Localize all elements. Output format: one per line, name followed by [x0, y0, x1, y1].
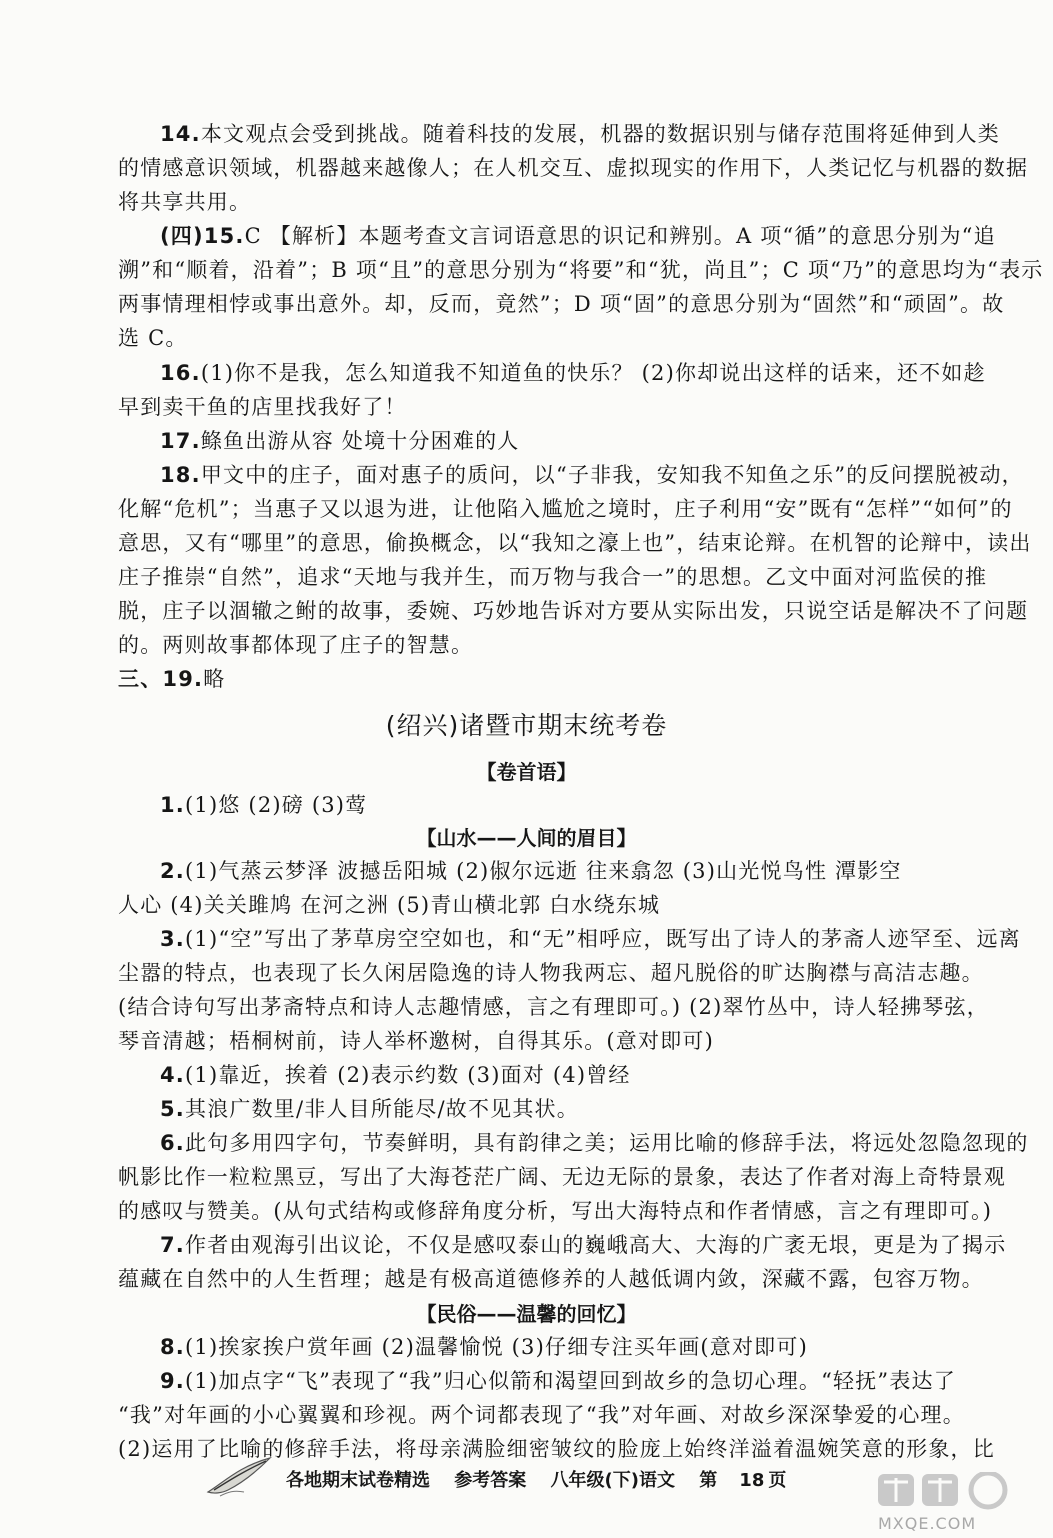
q15-line-3: 两事情理相悖或事出意外。却，反而，竟然”；D 项“固”的意思分别为“固然”和“顽固”。故 [118, 292, 1005, 316]
q3-line-3: (结合诗句写出茅斋特点和诗人志趣情感，言之有理即可。) (2)翠竹丛中，诗人轻拂琴弦， [118, 995, 989, 1019]
q15-line-1: (四)15.C 【解析】本题考查文言词语意思的识记和辨别。A 项“循”的意思分别为“追 [160, 224, 996, 248]
q17-number: 17. [160, 429, 201, 453]
q8-line-1: 8.(1)挨家挨户赏年画 (2)温馨愉悦 (3)仔细专注买年画(意对即可) [160, 1335, 808, 1359]
exam-title: (绍兴)诸暨市期末统考卷 [385, 711, 668, 740]
footer-series: 各地期末试卷精选 [286, 1470, 430, 1491]
q9-line-3: (2)运用了比喻的修辞手法，将母亲满脸细密皱纹的脸庞上始终洋溢着温婉笑意的形象，比 [118, 1437, 995, 1461]
section-folk-custom: 【民俗——温馨的回忆】 [416, 1302, 637, 1326]
q19-line-1: 三、19.略 [118, 667, 226, 691]
q18-line-5: 脱，庄子以涸辙之鲋的故事，委婉、巧妙地告诉对方要从实际出发，只说空话是解决不了问题 [118, 599, 1029, 623]
footer-answer: 参考答案 [454, 1470, 527, 1491]
q16-line-2: 早到卖干鱼的店里找我好了！ [118, 395, 407, 419]
q14-line-3: 将共享共用。 [118, 190, 252, 214]
q2-line-2: 人心 (4)关关雎鸠 在河之洲 (5)青山横北郭 白水绕东城 [118, 893, 661, 917]
footer-page-number: 第 18 页 [699, 1470, 787, 1491]
q18-line-4: 庄子推崇“自然”，追求“天地与我并生，而万物与我合一”的思想。乙文中面对河监侯的推 [118, 565, 988, 589]
q5-line-1: 5.其浪广数里/非人目所能尽/故不见其状。 [160, 1097, 579, 1121]
q15-line-4: 选 C。 [118, 326, 188, 350]
q3-line-2: 尘嚣的特点，也表现了长久闲居隐逸的诗人物我两忘、超凡脱俗的旷达胸襟与高洁志趣。 [118, 961, 984, 985]
q3-number: 3. [160, 927, 185, 951]
q5-number: 5. [160, 1097, 185, 1121]
q9-line-2: “我”对年画的小心翼翼和珍视。两个词都表现了“我”对年画、对故乡深深挚爱的心理。 [118, 1403, 965, 1427]
q1-number: 1. [160, 793, 185, 817]
q18-line-3: 意思，又有“哪里”的意思，偷换概念，以“我知之濠上也”，结束论辩。在机智的论辩中，读出 [118, 531, 1032, 555]
q6-line-1: 6.此句多用四字句，节奏鲜明，具有韵律之美；运用比喻的修辞手法，将远处忽隐忽现的 [160, 1131, 1029, 1155]
q1-line-1: 1.(1)悠 (2)磅 (3)莺 [160, 793, 368, 817]
q4-line-1: 4.(1)靠近，挨着 (2)表示约数 (3)面对 (4)曾经 [160, 1063, 631, 1087]
q18-line-6: 的。两则故事都体现了庄子的智慧。 [118, 633, 474, 657]
footer-text [286, 1466, 804, 1492]
q6-line-2: 帆影比作一粒粒黑豆，写出了大海苍茫广阔、无边无际的景象，表达了作者对海上奇特景观 [118, 1165, 1006, 1189]
section-preface: 【卷首语】 [476, 760, 577, 784]
q7-number: 7. [160, 1233, 185, 1257]
q8-number: 8. [160, 1335, 185, 1359]
q4-number: 4. [160, 1063, 185, 1087]
feather-logo-icon [204, 1452, 276, 1502]
q9-number: 9. [160, 1369, 185, 1393]
q9-line-1: 9.(1)加点字“飞”表现了“我”归心似箭和渴望回到故乡的急切心理。“轻抚”表达了 [160, 1369, 956, 1393]
q6-line-3: 的感叹与赞美。(从句式结构或修辞角度分析，写出大海特点和作者情感，言之有理即可。) [118, 1199, 993, 1223]
q17-line-1: 17.鲦鱼出游从容 处境十分困难的人 [160, 429, 520, 453]
watermark [848, 1472, 1048, 1534]
q3-line-1: 3.(1)“空”写出了茅草房空空如也，和“无”相呼应，既写出了诗人的茅斋人迹罕至、远离 [160, 927, 1021, 951]
q2-number: 2. [160, 859, 185, 883]
q18-number: 18. [160, 463, 201, 487]
section-landscape: 【山水——人间的眉目】 [416, 826, 637, 850]
q15-number: (四)15. [160, 224, 245, 248]
footer-grade: 八年级(下)语文 [550, 1470, 676, 1491]
q19-number: 三、19. [118, 667, 204, 691]
q16-line-1: 16.(1)你不是我，怎么知道我不知道鱼的快乐？ (2)你却说出这样的话来，还不如趁 [160, 361, 986, 385]
q16-number: 16. [160, 361, 201, 385]
q14-number: 14. [160, 122, 201, 146]
q7-line-2: 蕴藏在自然中的人生哲理；越是有极高道德修养的人越低调内敛，深藏不露，包容万物。 [118, 1267, 984, 1291]
q7-line-1: 7.作者由观海引出议论，不仅是感叹泰山的巍峨高大、大海的广袤无垠，更是为了揭示 [160, 1233, 1007, 1257]
q18-line-1: 18.甲文中的庄子，面对惠子的质问，以“子非我，安知我不知鱼之乐”的反问摆脱被动， [160, 463, 1024, 487]
q6-number: 6. [160, 1131, 185, 1155]
q18-line-2: 化解“危机”；当惠子又以退为进，让他陷入尴尬之境时，庄子利用“安”既有“怎样”“如何”的 [118, 497, 1013, 521]
q3-line-4: 琴音清越；梧桐树前，诗人举杯邀树，自得其乐。(意对即可) [118, 1029, 714, 1053]
q14-line-2: 的情感意识领域，机器越来越像人；在人机交互、虚拟现实的作用下，人类记忆与机器的数据 [118, 156, 1029, 180]
q2-line-1: 2.(1)气蒸云梦泽 波撼岳阳城 (2)俶尔远逝 往来翕忽 (3)山光悦鸟性 潭影空 [160, 859, 902, 883]
q14-line-1: 14.本文观点会受到挑战。随着科技的发展，机器的数据识别与储存范围将延伸到人类 [160, 122, 1001, 146]
q15-line-2: 溯”和“顺着，沿着”；B 项“且”的意思分别为“将要”和“犹，尚且”；C 项“乃”的意思均为“表示 [118, 258, 1044, 282]
watermark-url: MXQE.COM [878, 1514, 977, 1533]
